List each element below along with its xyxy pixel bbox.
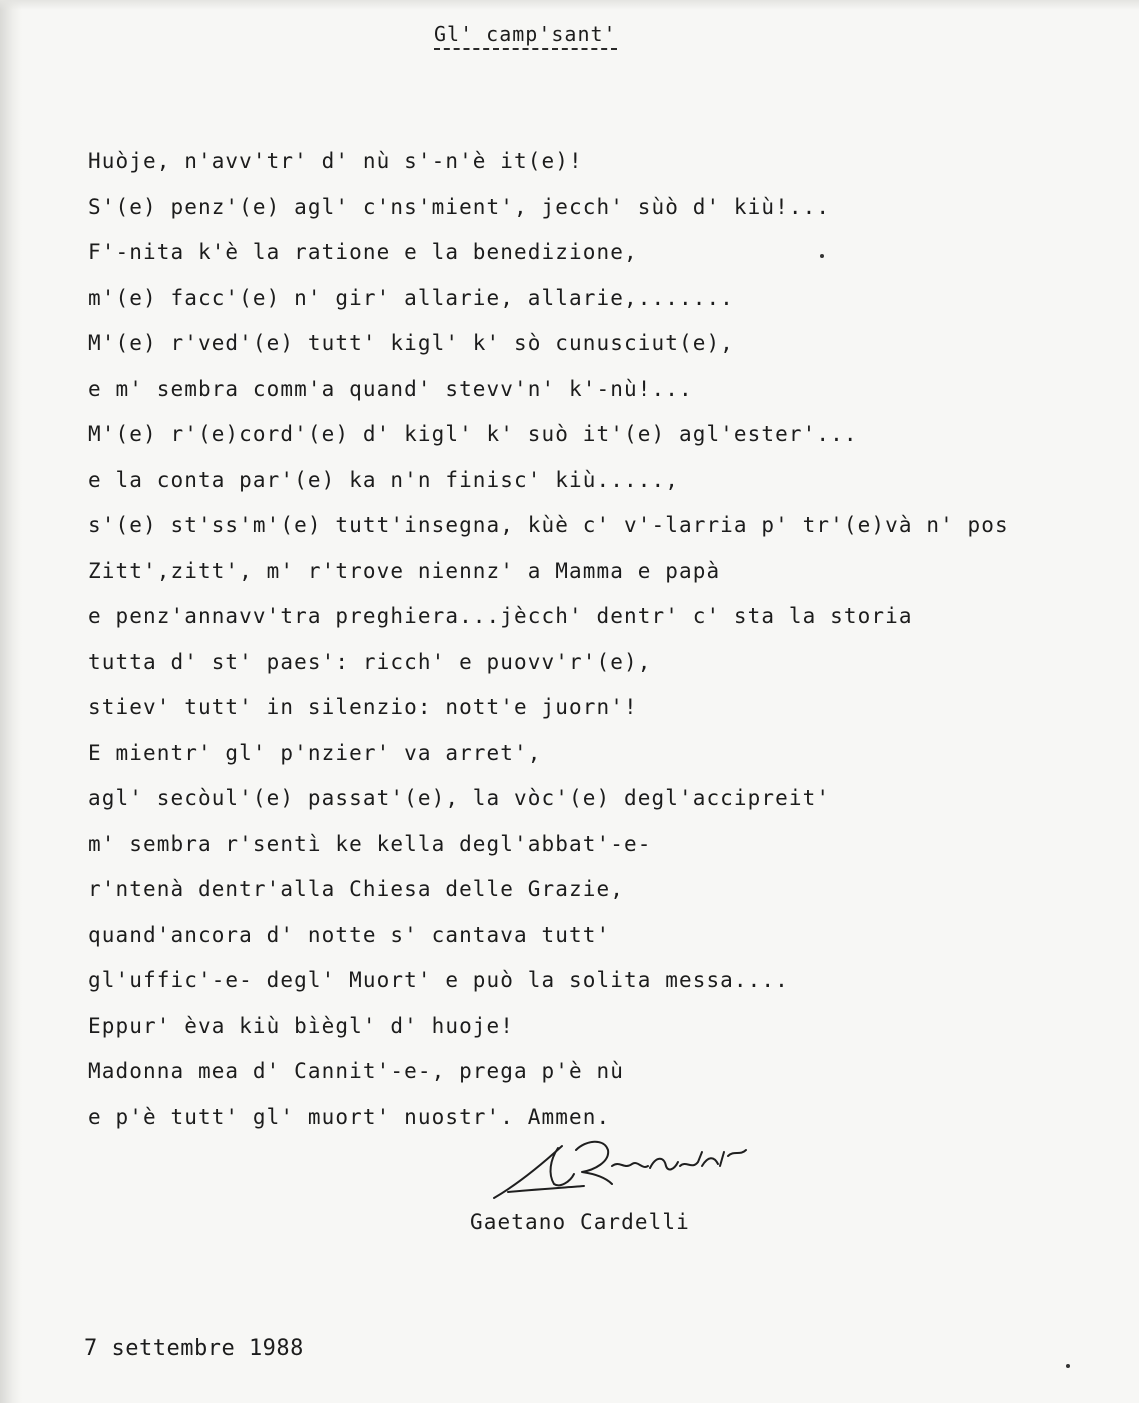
scan-top-shadow [0,0,1139,10]
author-name: Gaetano Cardelli [470,1210,690,1234]
scan-edge-shadow [0,0,22,1403]
poem-line: gl'uffic'-e- degl' Muort' e può la solita messa.... [88,968,789,992]
poem-line: e penz'annavv'tra preghiera...jècch' dentr' c' sta la storia [88,604,913,628]
handwritten-signature [488,1126,778,1212]
poem-line: M'(e) r'ved'(e) tutt' kigl' k' sò cunusciut(e), [88,331,734,355]
poem-line: e la conta par'(e) ka n'n finisc' kiù....., [88,467,679,492]
poem-title: Gl' camp'sant' [434,22,617,50]
poem-line: e p'è tutt' gl' muort' nuostr'. Ammen. [88,1104,611,1129]
ink-speck [1066,1364,1070,1368]
poem-line: agl' secòul'(e) passat'(e), la vòc'(e) degl'accipreit' [88,786,831,810]
poem-line: e m' sembra comm'a quand' stevv'n' k'-nù!... [88,376,693,401]
poem-line: m' sembra r'sentì ke kella degl'abbat'-e- [88,831,652,856]
poem-date: 7 settembre 1988 [84,1336,304,1361]
poem-line: F'-nita k'è la ratione e la benedizione, [88,240,638,264]
ink-speck [820,254,824,258]
poem-line: m'(e) facc'(e) n' gir' allarie, allarie,....... [88,285,734,310]
poem-line: stiev' tutt' in silenzio: nott'e juorn'! [88,695,638,719]
poem-line: Eppur' èva kiù bìègl' d' huoje! [88,1013,515,1038]
poem-line: tutta d' st' paes': ricch' e puovv'r'(e), [88,649,652,674]
poem-line: Madonna mea d' Cannit'-e-, prega p'è nù [88,1059,624,1083]
poem-line: Zitt',zitt', m' r'trove niennz' a Mamma e papà [88,558,721,583]
poem-line: quand'ancora d' notte s' cantava tutt' [88,922,611,947]
poem-line: S'(e) penz'(e) agl' c'ns'mient', jecch' sùò d' kiù!... [88,194,831,219]
poem-line: s'(e) st'ss'm'(e) tutt'insegna, kùè c' v'-larria p' tr'(e)và n' pos [88,513,1009,537]
poem-line: M'(e) r'(e)cord'(e) d' kigl' k' suò it'(e) agl'ester'... [88,422,858,446]
poem-body [88,146,1128,1147]
poem-line: Huòje, n'avv'tr' d' nù s'-n'è it(e)! [88,149,583,173]
poem-line: E mientr' gl' p'nzier' va arret', [88,740,542,765]
poem-line: r'ntenà dentr'alla Chiesa delle Grazie, [88,877,624,901]
